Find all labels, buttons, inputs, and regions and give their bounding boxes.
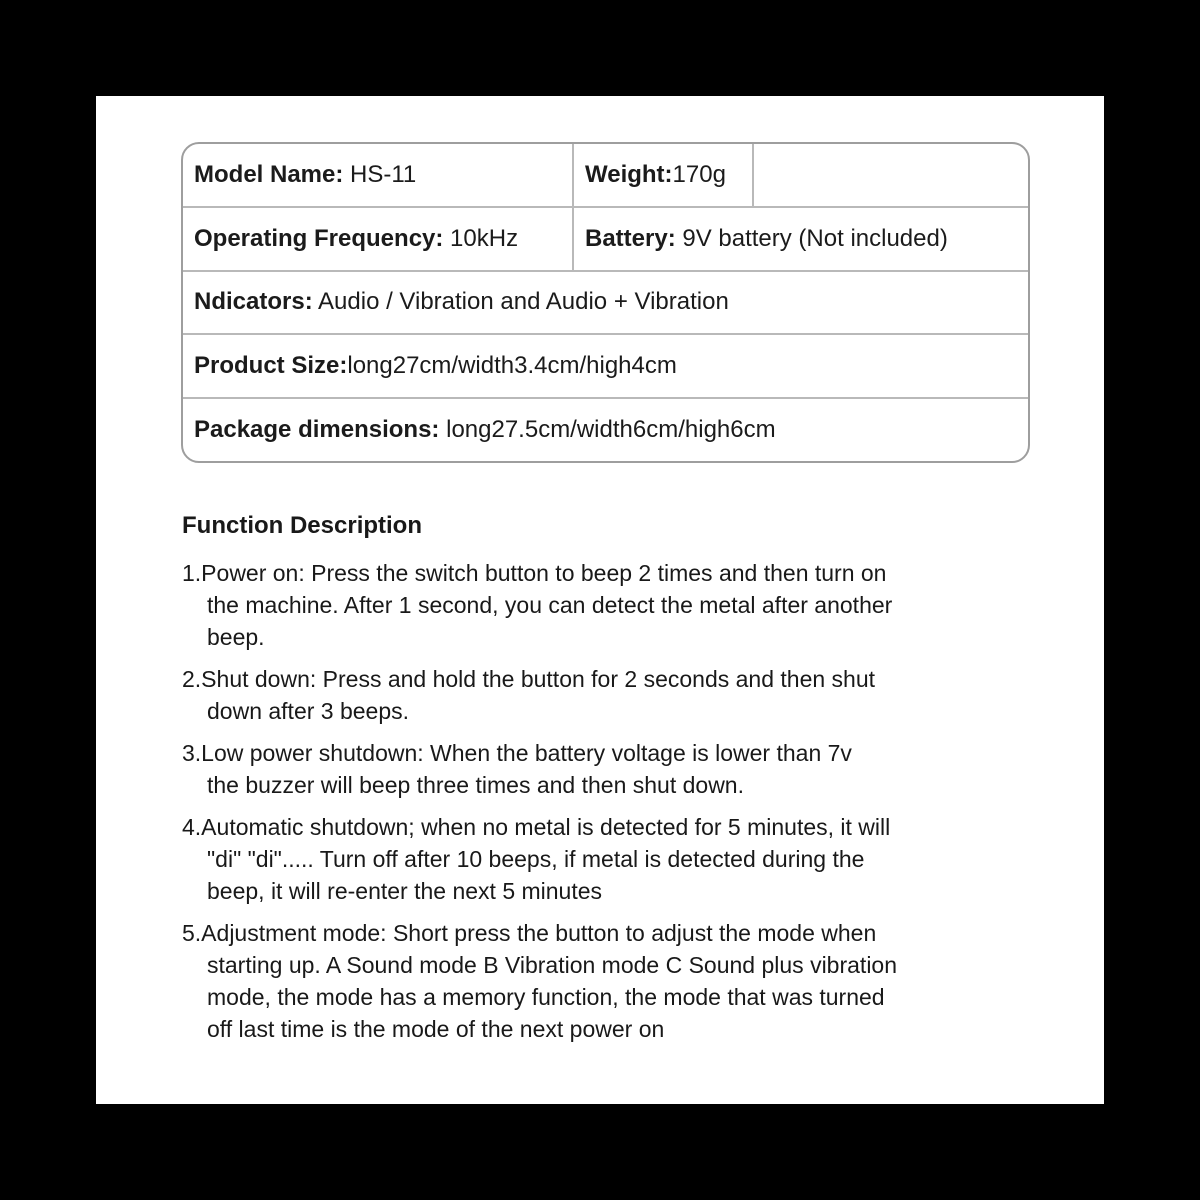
- spec-table: [181, 142, 1030, 463]
- spec-cell-product-size: [183, 335, 1028, 397]
- weight-value: 170g: [672, 160, 726, 188]
- spec-cell-battery: [572, 208, 1028, 270]
- package-dimensions-label: Package dimensions:: [194, 416, 440, 444]
- spec-cell-empty: [752, 144, 1028, 206]
- weight-label: Weight:: [585, 160, 673, 188]
- spec-row-product-size: [183, 333, 1028, 397]
- function-item-low-power-shutdown: 3.Low power shutdown: When the battery voltage is lower than 7v the buzzer will beep three times and then shut down.: [182, 740, 852, 798]
- spec-row-frequency-battery: [183, 206, 1028, 270]
- function-description-heading: Function Description: [182, 512, 422, 539]
- model-name-value: HS-11: [343, 160, 417, 188]
- content-panel: [96, 96, 1104, 1104]
- spec-cell-frequency: [183, 208, 572, 270]
- battery-value: 9V battery (Not included): [675, 224, 948, 252]
- spec-cell-package-dimensions: [183, 399, 1028, 461]
- spec-row-package-dimensions: [183, 397, 1028, 461]
- spec-cell-weight: [572, 144, 752, 206]
- spec-cell-indicators: [183, 272, 1028, 334]
- function-description-section: [182, 509, 1044, 1055]
- product-size-label: Product Size:: [194, 352, 348, 380]
- function-item-adjustment-mode: 5.Adjustment mode: Short press the button to adjust the mode when starting up. A Sound mode B Vibration mode C Sound plus vibration mode, the mode has a memory function, the mode that was turned off last time is the mode of the next power on: [182, 920, 898, 1042]
- model-name-label: Model Name:: [194, 160, 344, 188]
- package-dimensions-value: long27.5cm/width6cm/high6cm: [439, 416, 776, 444]
- battery-label: Battery:: [585, 224, 676, 252]
- indicators-label: Ndicators:: [194, 288, 313, 316]
- function-item-power-on: 1.Power on: Press the switch button to beep 2 times and then turn on the machine. After 1 second, you can detect the metal after another beep.: [182, 560, 893, 650]
- spec-row-indicators: [183, 270, 1028, 334]
- spec-cell-model-name: [183, 144, 572, 206]
- frequency-value: 10kHz: [443, 224, 519, 252]
- spec-row-model-weight: [183, 144, 1028, 206]
- product-size-value: long27cm/width3.4cm/high4cm: [347, 352, 677, 380]
- function-item-shut-down: 2.Shut down: Press and hold the button for 2 seconds and then shut down after 3 beeps.: [182, 666, 876, 724]
- indicators-value: Audio / Vibration and Audio + Vibration: [312, 288, 729, 316]
- function-item-automatic-shutdown: 4.Automatic shutdown; when no metal is detected for 5 minutes, it will "di" "di"..... Turn off after 10 beeps, if metal is detected during the beep, it will re-enter the next 5 minutes: [182, 814, 891, 904]
- frequency-label: Operating Frequency:: [194, 224, 444, 252]
